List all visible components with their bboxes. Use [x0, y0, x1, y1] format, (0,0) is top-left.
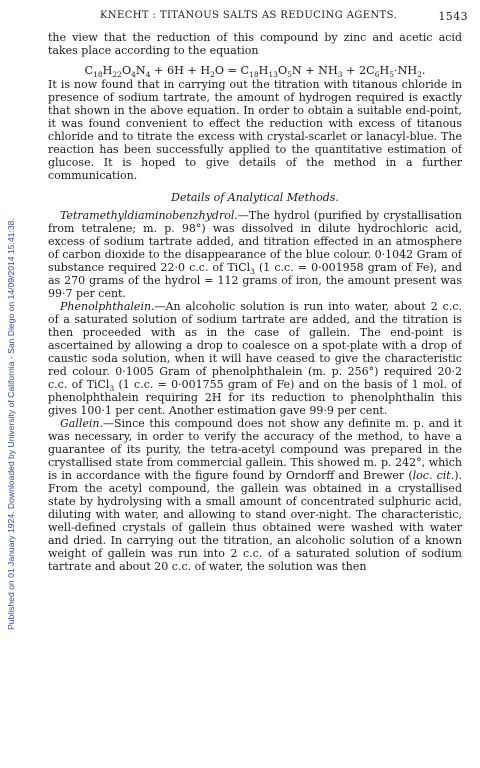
eq-sub: 5: [287, 70, 292, 80]
eq-part: H: [379, 64, 390, 77]
running-header: [48, 10, 468, 24]
eq-sub: 4: [131, 70, 136, 80]
eq-part: O: [121, 64, 132, 77]
eq-part: ·NH: [394, 64, 418, 77]
paragraph-text: —The hydrol (purified by crystallisation from tetralene; m. p. 98°) was dissolved in dilute hydrochloric acid, excess of sodium tartrate added, and titration effected in an atmosphere of carbon dioxide to the disappearance of the blue colour. 0·1042 Gram of substance required 22·0 c.c. of TiCl: [48, 209, 462, 274]
section-heading: Details of Analytical Methods.: [171, 191, 339, 204]
eq-sub: 2: [417, 70, 422, 80]
eq-part: N: [135, 64, 146, 77]
eq-sub: 18: [249, 70, 259, 80]
eq-sub: 22: [112, 70, 122, 80]
eq-sub: 3: [337, 70, 343, 80]
page-number: 1543: [438, 10, 468, 23]
eq-sub: 2: [210, 70, 215, 80]
paragraph-text: ). From the acetyl compound, the gallein was obtained in a crystallised state by hydrolysing with a small amount of concentrated sulphuric acid, diluting with water, and allowing to stand over-night. The characteristic, well-defined crystals of gallein thus obtained were washed with water and dried. In carrying out the titration, an alcoholic solution of a known weight of gallein was run into 2 c.c. of a saturated solution of sodium tartrate and about 20 c.c. of water, the solution was then: [48, 469, 462, 573]
eq-part: C: [84, 64, 94, 77]
article-body: [48, 31, 462, 761]
eq-part: + 2C: [342, 64, 375, 77]
publication-watermark-text: Published on 01 January 1924. Downloaded by University of California - San Diego on 14/09/2014 15:41:38.: [6, 218, 16, 630]
compound-name: Phenolphthalein.: [60, 300, 155, 313]
compound-name: Tetramethyldiaminobenzhydrol.: [60, 209, 238, 222]
paragraph-intro: the view that the reduction of this compound by zinc and acetic acid takes place according to the equation: [48, 31, 462, 57]
paragraph-titration-finding: It is now found that in carrying out the titration with titanous chloride in presence of sodium tartrate, the amount of hydrogen required is exactly that shown in the above equation. In order to obtain a suitable end-point, it was found convenient to effect the reduction with excess of titanous chloride and to titrate the excess with crystal-scarlet or lanacyl-blue. The reaction has been successfully applied to the quantitative estimation of glucose. It is hoped to give details of the method in a further communication.: [48, 78, 462, 182]
eq-part: H: [258, 64, 269, 77]
eq-part: O = C: [214, 64, 250, 77]
eq-part: H: [102, 64, 113, 77]
eq-sub: 13: [268, 70, 278, 80]
eq-part: + 6H + H: [150, 64, 211, 77]
paragraph-text: —An alcoholic solution is run into water, about 2 c.c. of a saturated solution of sodium tartrate are added, and the titration is then proceeded with as in the case of gallein. The end-point is ascertained by allowing a drop to coalesce on a spot-plate with a drop of caustic soda solution, when it will have ceased to give the characteristic red colour. 0·1005 Gram of phenolphthalein (m. p. 256°) required 20·2 c.c. of TiCl: [48, 300, 462, 391]
formula-subscript: 3: [109, 384, 115, 394]
paragraph-text: —Since this compound does not show any definite m. p. and it was necessary, in order to verify the accuracy of the method, to have a guarantee of its purity, the tetra-acetyl compound was prepared in the crystallised state from commercial gallein. This showed m. p. 242°, which is in accordance with the figure found by Orndorff and Brewer (: [48, 417, 462, 482]
publication-watermark: [6, 40, 16, 630]
paragraph-tetramethyldiaminobenzhydrol: [48, 209, 462, 300]
paragraph-gallein: [48, 417, 462, 573]
eq-sub: 18: [93, 70, 103, 80]
eq-sub: 6: [374, 70, 380, 80]
eq-part: O: [277, 64, 288, 77]
eq-part: .: [421, 64, 426, 77]
formula-subscript: 3: [250, 267, 255, 277]
eq-part: N + NH: [291, 64, 338, 77]
compound-name: Gallein.: [60, 417, 103, 430]
paragraph-phenolphthalein: [48, 300, 462, 417]
paragraph-text: (1 c.c. = 0·001958 gram of Fe), and as 270 grams of the hydrol = 112 grams of iron, the amount present was 99·7 per cent.: [48, 261, 462, 300]
eq-sub: 4: [145, 70, 151, 80]
citation-reference: loc. cit.: [412, 469, 455, 482]
running-title: KNECHT : TITANOUS SALTS AS REDUCING AGENTS.: [100, 10, 398, 21]
paragraph-text: (1 c.c. = 0·001755 gram of Fe) and on the basis of 1 mol. of phenolphthalein requiring 2H for its reduction to phenolphthalin this gives 100·1 per cent. Another estimation gave 99·9 per cent.: [48, 378, 462, 417]
chemical-equation: [48, 64, 462, 80]
eq-sub: 5: [389, 70, 395, 80]
